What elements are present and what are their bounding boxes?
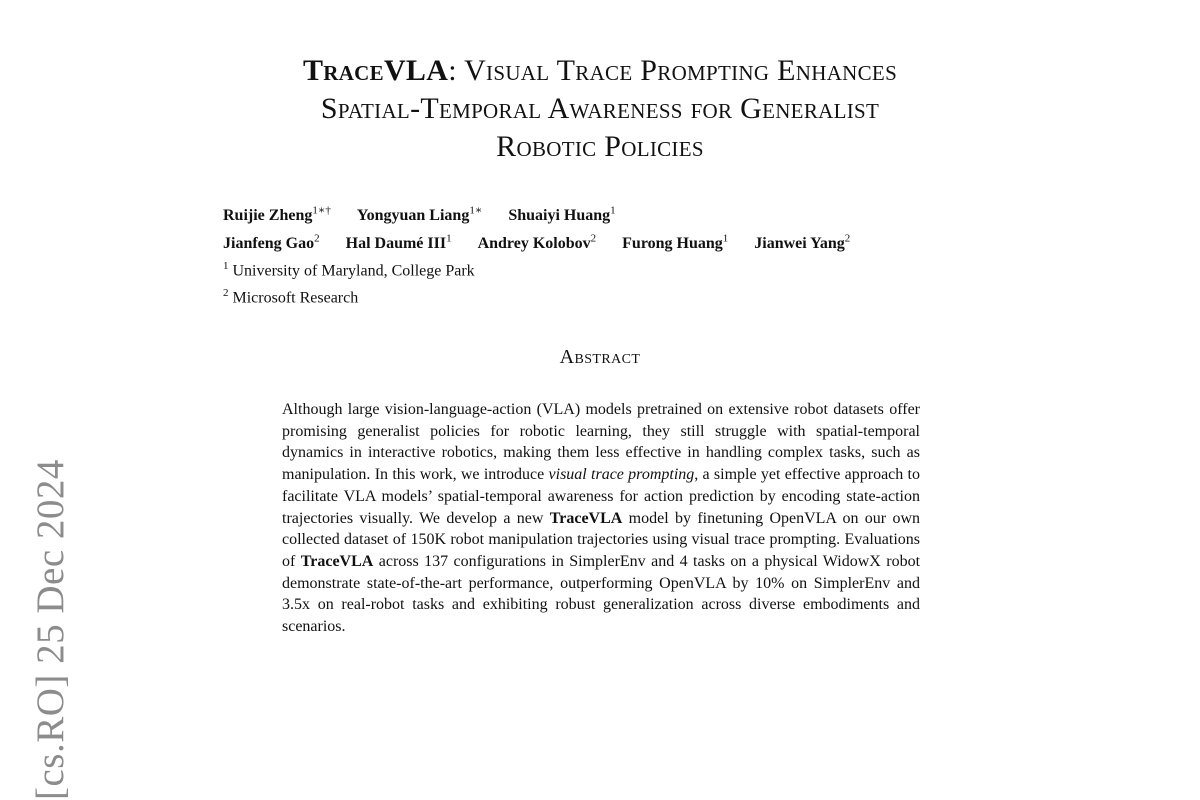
abstract-model-name: TraceVLA [549,509,623,527]
arxiv-stamp-text: [cs.RO] 25 Dec 2024 [29,458,72,800]
author: Jianwei Yang$^2$ [754,232,851,252]
author-row-1 [223,200,1023,227]
affiliation: $^2$ Microsoft Research [223,286,359,307]
title-line-1-rest: : Visual Trace Prompting Enhances [448,54,898,87]
author: Andrey Kolobov$^2$ [477,232,597,252]
author: Hal Daumé III$^1$ [345,232,452,252]
title-line-3: Robotic Policies [496,130,704,163]
author: Ruijie Zheng$^{1∗\dagger}$ [223,205,331,225]
abstract-model-name: TraceVLA [300,552,374,570]
author: Shuaiyi Huang$^1$ [508,205,616,225]
author: Yongyuan Liang$^{1∗}$ [356,205,483,225]
abstract-emphasis: visual trace prompting [548,466,695,484]
affiliation: $^1$ University of Maryland, College Park [223,259,475,279]
author: Jianfeng Gao$^2$ [223,232,320,252]
title-line-2: Spatial-Temporal Awareness for Generalist [320,92,880,125]
abstract-heading: Abstract [559,346,641,368]
author-row-2 [223,227,1023,254]
author: Furong Huang$^1$ [622,232,729,252]
title-model-name: TraceVLA [302,54,449,87]
abstract-body: Although large vision-language-action (VLA) models pretrained on extensive robot datasets offer promising generalist policies for robotic learning, they still struggle with spatial-temporal dynamics in interactive robotics, making them less effective in handling complex tasks, such as manipulation. In this work, we introduce visual trace prompting, a simple yet effective approach to facilitate VLA models’ spatial-temporal awareness for action prediction by encoding state-action trajectories visually. We develop a new TraceVLA model by finetuning OpenVLA on our own collected dataset of 150K robot manipulation trajectories using visual trace prompting. Evaluations of TraceVLA across 137 configurations in SimplerEnv and 4 tasks on a physical WidowX robot demonstrate state-of-the-art performance, outperforming OpenVLA by 10% on SimplerEnv and 3.5x on real-robot tasks and exhibiting robust generalization across diverse embodiments and scenarios. [282,401,921,636]
author-block [223,200,1023,309]
paper-title [180,52,1020,166]
title-line-1 [180,52,1020,90]
